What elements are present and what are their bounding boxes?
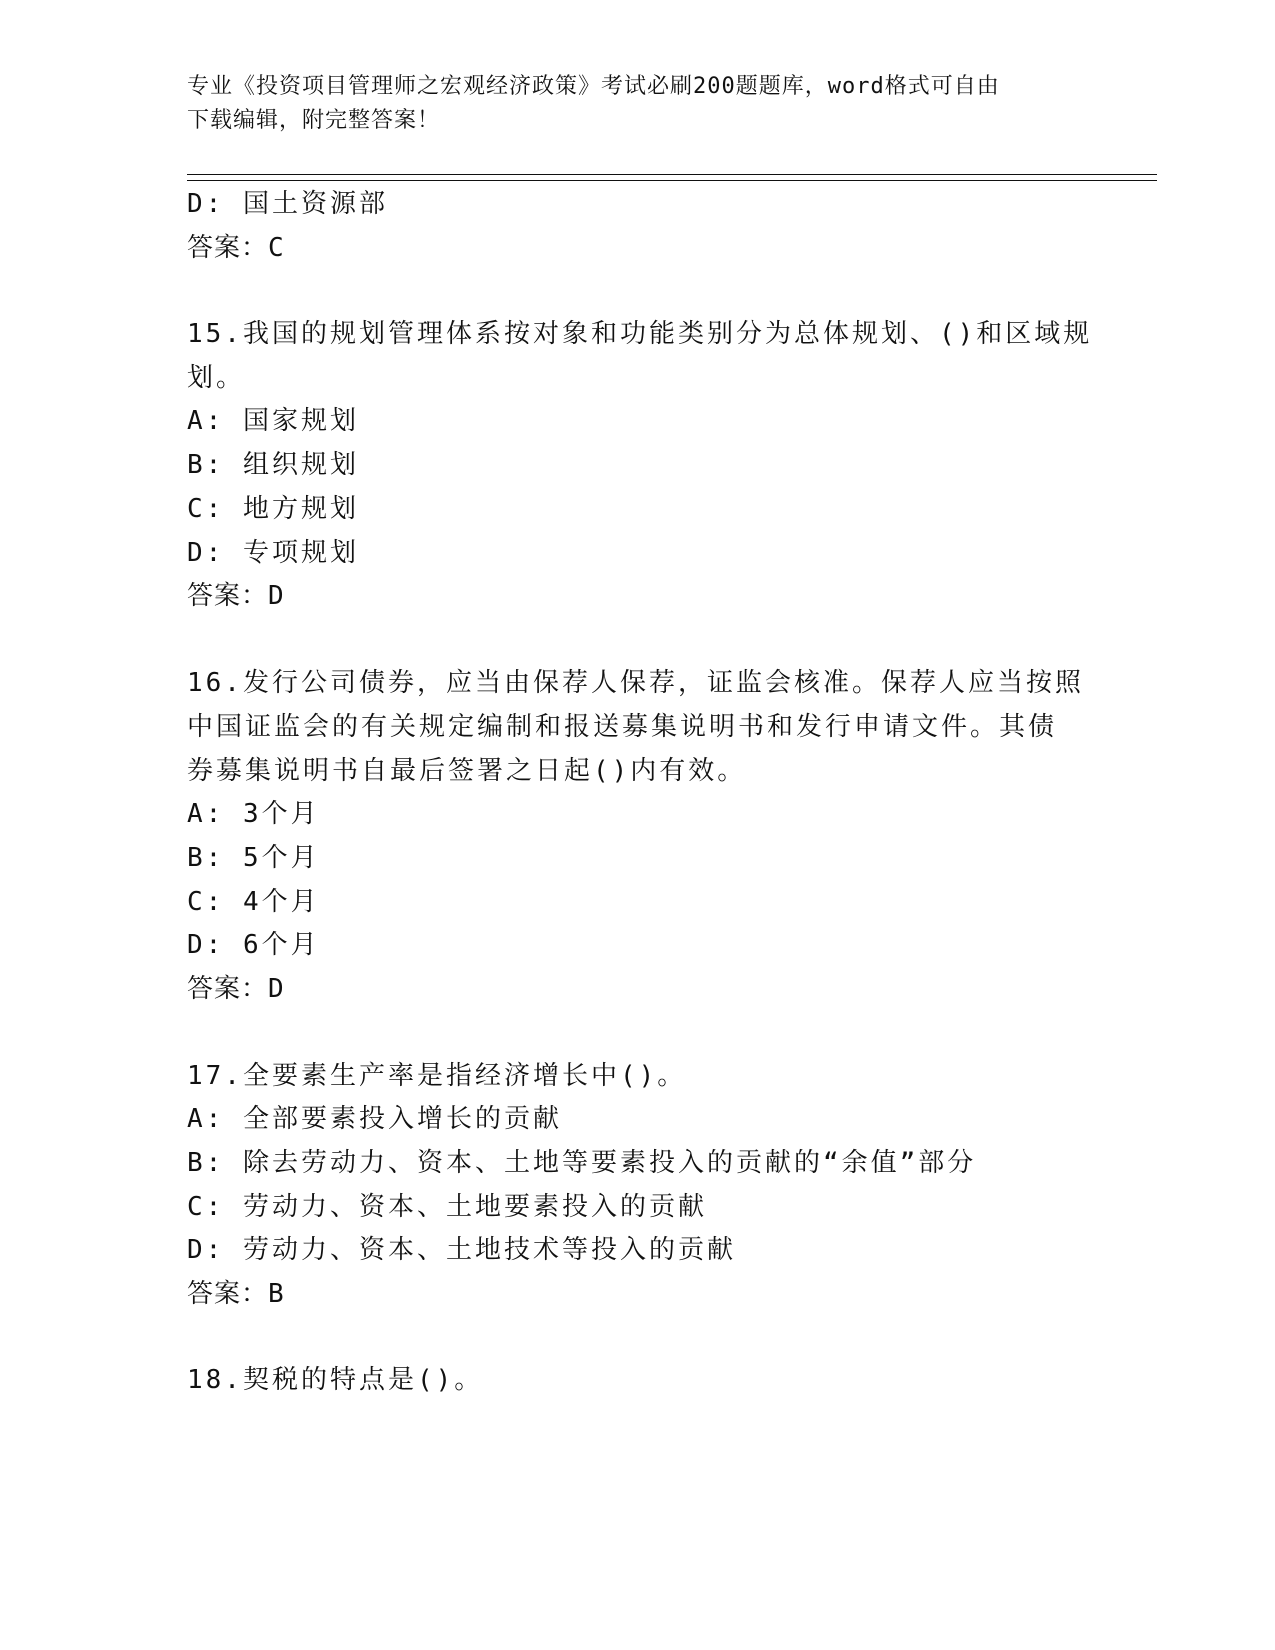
answer-line [187, 971, 285, 1007]
answer-line [187, 578, 285, 614]
option-a: A: 3个月 [187, 799, 320, 829]
answer-line [187, 1276, 285, 1312]
option-b: B: 5个月 [187, 843, 320, 873]
option-a: A: 全部要素投入增长的贡献 [187, 1104, 562, 1134]
question-stem: 划。 [187, 363, 246, 393]
header-line: 专业《投资项目管理师之宏观经济政策》考试必刷200题题库，word格式可自由 [187, 74, 1000, 99]
header-line: 下载编辑，附完整答案！ [187, 108, 441, 133]
option-c: C: 4个月 [187, 887, 320, 917]
header-rule-bottom [187, 180, 1157, 181]
header-rule-top [187, 174, 1157, 175]
question-stem: 18.契税的特点是()。 [187, 1365, 484, 1395]
question-stem: 15.我国的规划管理体系按对象和功能类别分为总体规划、()和区域规 [187, 319, 1093, 349]
question-stem: 中国证监会的有关规定编制和报送募集说明书和发行申请文件。其债 [187, 712, 1058, 742]
question-stem: 17.全要素生产率是指经济增长中()。 [187, 1061, 687, 1091]
question-stem: 16.发行公司债券，应当由保荐人保荐，证监会核准。保荐人应当按照 [187, 668, 1084, 698]
option-d: D: 6个月 [187, 930, 320, 960]
answer-label: 答案： [187, 581, 269, 611]
option-a: A: 国家规划 [187, 406, 359, 436]
question-stem: 券募集说明书自最后签署之日起()内有效。 [187, 756, 747, 786]
option-b: B: 组织规划 [187, 450, 359, 480]
answer-label: 答案： [187, 233, 269, 263]
page-header [187, 70, 1067, 138]
option-b: B: 除去劳动力、资本、土地等要素投入的贡献的“余值”部分 [187, 1148, 977, 1178]
option-d: D: 国土资源部 [187, 189, 388, 219]
option-c: C: 地方规划 [187, 494, 359, 524]
answer-value: D [268, 974, 285, 1004]
option-d: D: 劳动力、资本、土地技术等投入的贡献 [187, 1235, 736, 1265]
option-d: D: 专项规划 [187, 538, 359, 568]
answer-value: B [268, 1279, 285, 1309]
answer-value: D [268, 581, 285, 611]
answer-line [187, 230, 285, 266]
answer-label: 答案： [187, 1279, 269, 1309]
answer-label: 答案： [187, 974, 269, 1004]
option-c: C: 劳动力、资本、土地要素投入的贡献 [187, 1192, 707, 1222]
answer-value: C [268, 233, 285, 263]
